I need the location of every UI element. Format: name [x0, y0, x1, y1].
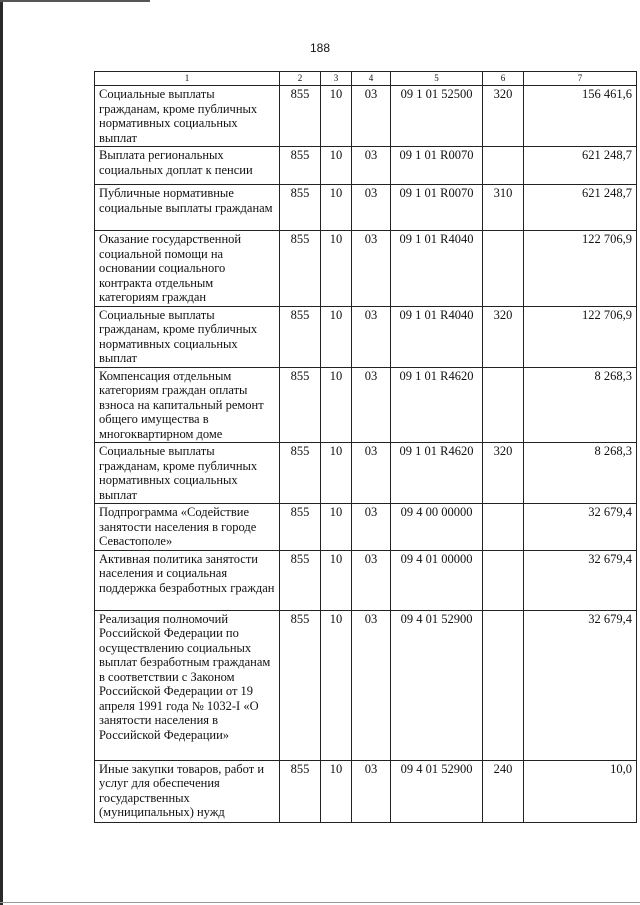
row-name-cell: Активная политика занятости населения и социальная поддержка безработных граждан [95, 550, 280, 610]
column-header: 6 [483, 72, 524, 86]
row-code-cell: 855 [280, 185, 321, 231]
row-subsection-cell: 03 [352, 610, 391, 760]
row-subsection-cell: 03 [352, 367, 391, 443]
budget-table [94, 71, 637, 823]
row-amount-cell: 621 248,7 [524, 147, 637, 185]
table-header-row [95, 72, 637, 86]
row-subsection-cell: 03 [352, 550, 391, 610]
row-name-cell: Реализация полномочий Российской Федерации по осуществлению социальных выплат безработным гражданам в соответствии с Законом Российской Федерации от 19 апреля 1991 года № 1032-I «О занятости населения в Российской Федерации» [95, 610, 280, 760]
row-expense-type-cell: 310 [483, 185, 524, 231]
row-amount-cell: 32 679,4 [524, 550, 637, 610]
row-expense-type-cell [483, 610, 524, 760]
row-section-cell: 10 [321, 550, 352, 610]
row-name-cell: Подпрограмма «Содействие занятости населения в городе Севастополе» [95, 504, 280, 551]
table-row [95, 367, 637, 443]
table-row [95, 760, 637, 822]
row-amount-cell: 122 706,9 [524, 306, 637, 367]
row-name-cell: Публичные нормативные социальные выплаты гражданам [95, 185, 280, 231]
table-row [95, 504, 637, 551]
row-code-cell: 855 [280, 610, 321, 760]
row-code-cell: 855 [280, 306, 321, 367]
table-row [95, 185, 637, 231]
row-section-cell: 10 [321, 147, 352, 185]
row-amount-cell: 8 268,3 [524, 443, 637, 504]
table-row [95, 550, 637, 610]
row-code-cell: 855 [280, 443, 321, 504]
row-expense-type-cell [483, 550, 524, 610]
row-section-cell: 10 [321, 760, 352, 822]
row-code-cell: 855 [280, 760, 321, 822]
row-amount-cell: 32 679,4 [524, 504, 637, 551]
row-name-cell: Оказание государственной социальной помощи на основании социального контракта отдельным категориям граждан [95, 231, 280, 307]
row-name-cell: Компенсация отдельным категориям граждан оплаты взноса на капитальный ремонт общего имущества в многоквартирном доме [95, 367, 280, 443]
row-expense-type-cell: 240 [483, 760, 524, 822]
row-target-cell: 09 1 01 R4620 [391, 367, 483, 443]
row-subsection-cell: 03 [352, 306, 391, 367]
row-name-cell: Социальные выплаты гражданам, кроме публичных нормативных социальных выплат [95, 306, 280, 367]
column-header: 3 [321, 72, 352, 86]
row-name-cell: Иные закупки товаров, работ и услуг для обеспечения государственных (муниципальных) нужд [95, 760, 280, 822]
row-section-cell: 10 [321, 231, 352, 307]
row-subsection-cell: 03 [352, 760, 391, 822]
row-amount-cell: 156 461,6 [524, 86, 637, 147]
row-section-cell: 10 [321, 86, 352, 147]
table-row [95, 443, 637, 504]
scan-edge-top [0, 0, 150, 2]
row-target-cell: 09 1 01 52500 [391, 86, 483, 147]
row-expense-type-cell [483, 504, 524, 551]
row-expense-type-cell [483, 147, 524, 185]
row-amount-cell: 32 679,4 [524, 610, 637, 760]
row-section-cell: 10 [321, 443, 352, 504]
row-target-cell: 09 1 01 R4040 [391, 306, 483, 367]
row-target-cell: 09 1 01 R4040 [391, 231, 483, 307]
row-target-cell: 09 4 01 00000 [391, 550, 483, 610]
row-target-cell: 09 1 01 R0070 [391, 185, 483, 231]
row-target-cell: 09 4 01 52900 [391, 610, 483, 760]
column-header: 7 [524, 72, 637, 86]
row-subsection-cell: 03 [352, 185, 391, 231]
row-expense-type-cell: 320 [483, 86, 524, 147]
row-subsection-cell: 03 [352, 86, 391, 147]
row-name-cell: Социальные выплаты гражданам, кроме публичных нормативных социальных выплат [95, 86, 280, 147]
table-row [95, 231, 637, 307]
table-row [95, 610, 637, 760]
row-amount-cell: 122 706,9 [524, 231, 637, 307]
row-expense-type-cell [483, 231, 524, 307]
row-target-cell: 09 4 00 00000 [391, 504, 483, 551]
table-row [95, 147, 637, 185]
row-code-cell: 855 [280, 147, 321, 185]
row-code-cell: 855 [280, 550, 321, 610]
table-row [95, 86, 637, 147]
row-expense-type-cell: 320 [483, 306, 524, 367]
row-code-cell: 855 [280, 86, 321, 147]
row-code-cell: 855 [280, 367, 321, 443]
row-amount-cell: 8 268,3 [524, 367, 637, 443]
scan-edge-left [0, 0, 3, 905]
row-section-cell: 10 [321, 185, 352, 231]
row-section-cell: 10 [321, 367, 352, 443]
row-section-cell: 10 [321, 306, 352, 367]
row-subsection-cell: 03 [352, 443, 391, 504]
row-expense-type-cell [483, 367, 524, 443]
table-row [95, 306, 637, 367]
column-header: 4 [352, 72, 391, 86]
column-header: 1 [95, 72, 280, 86]
row-name-cell: Социальные выплаты гражданам, кроме публичных нормативных социальных выплат [95, 443, 280, 504]
row-subsection-cell: 03 [352, 231, 391, 307]
row-code-cell: 855 [280, 504, 321, 551]
row-expense-type-cell: 320 [483, 443, 524, 504]
row-amount-cell: 10,0 [524, 760, 637, 822]
row-subsection-cell: 03 [352, 147, 391, 185]
row-section-cell: 10 [321, 504, 352, 551]
row-target-cell: 09 1 01 R0070 [391, 147, 483, 185]
row-target-cell: 09 1 01 R4620 [391, 443, 483, 504]
page-number: 188 [309, 41, 331, 55]
row-code-cell: 855 [280, 231, 321, 307]
column-header: 5 [391, 72, 483, 86]
row-target-cell: 09 4 01 52900 [391, 760, 483, 822]
row-amount-cell: 621 248,7 [524, 185, 637, 231]
column-header: 2 [280, 72, 321, 86]
row-subsection-cell: 03 [352, 504, 391, 551]
scan-edge-bottom [0, 902, 640, 903]
row-section-cell: 10 [321, 610, 352, 760]
row-name-cell: Выплата региональных социальных доплат к пенсии [95, 147, 280, 185]
